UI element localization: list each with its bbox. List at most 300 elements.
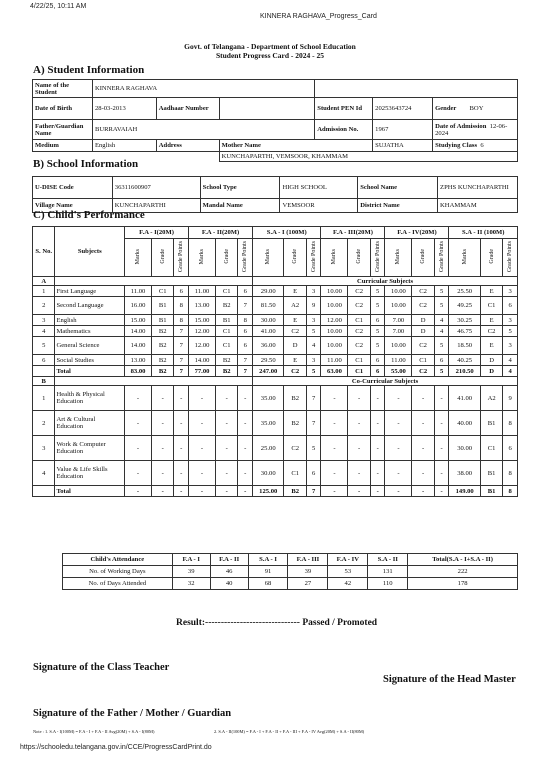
attendance-value: 110 [368,578,408,590]
subject-name: English [55,315,125,326]
total-label: Total [55,366,125,377]
score-cell: 7 [174,326,189,337]
admission-label: Admission No. [315,120,373,140]
score-cell: 12.00 [321,315,348,326]
student-info-heading: A) Student Information [33,64,145,76]
column-subheader [284,239,306,277]
score-cell: - [412,436,434,461]
score-cell: 7.00 [385,315,412,326]
subject-number: 6 [33,355,55,366]
score-cell: 15.00 [189,315,216,326]
assessment-group-header: S.A - I (100M) [253,227,321,239]
column-subheader [348,239,370,277]
score-cell: B2 [284,386,306,411]
subject-name: First Language [55,286,125,297]
address-label: Address [156,140,219,152]
attendance-row-label: No. of Working Days [63,566,173,578]
score-cell: 125.00 [253,486,284,497]
score-cell: - [321,461,348,486]
score-cell: - [125,486,152,497]
result-row [176,618,377,628]
column-subheader [253,239,284,277]
score-cell: 29.50 [253,355,284,366]
attendance-value: 32 [172,578,210,590]
score-cell: B1 [151,297,173,315]
column-subheader-label: Grade Points [374,240,381,273]
score-cell: E [284,355,306,366]
result-dashes: ------------------------------ [205,618,300,628]
score-cell: D [480,355,502,366]
dob-value: 28-03-2013 [92,98,156,120]
column-subheader-label: Grade Points [438,240,445,273]
score-cell: - [434,461,449,486]
gender-label: Gender [435,105,457,112]
score-cell: C2 [480,326,502,337]
school-name-value: ZPHS KUNCHAPARTHI [438,177,518,199]
score-cell: 6 [174,286,189,297]
footnote-left: Note : 1. S.A - I(100M) = F.A - I + F.A - II Avg(20M) + S.A - I(80M) [33,729,155,734]
column-subheader [215,239,237,277]
score-cell: 3 [306,286,321,297]
score-cell: 40.25 [449,355,480,366]
column-subheader-label: Marks [135,248,142,265]
score-cell: 4 [503,355,518,366]
document-subtitle: Student Progress Card - 2024 - 25 [215,51,325,60]
score-cell: - [434,386,449,411]
score-cell: C2 [348,337,370,355]
score-cell: - [370,386,385,411]
score-cell: C2 [284,436,306,461]
score-cell: 5 [306,436,321,461]
score-cell: B1 [215,315,237,326]
score-cell: 6 [306,461,321,486]
student-name: KINNERA RAGHAVA [92,80,314,98]
pen-value: 20253643724 [373,98,433,120]
column-subheader [151,239,173,277]
subject-row [33,315,518,326]
score-cell: 38.00 [449,461,480,486]
score-cell: B1 [480,411,502,436]
section-row [33,377,518,386]
score-cell: - [434,486,449,497]
score-cell: D [412,326,434,337]
column-subheader [174,239,189,277]
score-cell: - [215,461,237,486]
score-cell: C1 [348,366,370,377]
village-label: Village Name [33,199,113,213]
score-cell: 5 [306,366,321,377]
attendance-table [62,553,518,590]
attendance-row-label: No. of Days Attended [63,578,173,590]
score-cell: 4 [434,326,449,337]
score-cell: B2 [215,297,237,315]
assessment-group-header: S.A - II (100M) [449,227,518,239]
score-cell: E [480,337,502,355]
school-info-heading: B) School Information [33,158,139,170]
attendance-value: 68 [248,578,288,590]
column-subheader-label: Marks [395,248,402,265]
subject-row [33,436,518,461]
column-subheader [385,239,412,277]
performance-table [32,226,518,497]
score-cell: 5 [434,366,449,377]
column-subheader-label: Grade [420,249,427,264]
score-cell: 49.25 [449,297,480,315]
score-cell: 14.00 [189,355,216,366]
score-cell: - [215,436,237,461]
score-cell: C1 [412,355,434,366]
score-cell: C2 [348,326,370,337]
score-cell: - [412,411,434,436]
attendance-column-header: F.A - I [172,554,210,566]
score-cell: - [215,411,237,436]
score-cell: B2 [284,411,306,436]
score-cell: 11.00 [125,286,152,297]
subject-row [33,286,518,297]
name-label: Name of the Student [33,80,93,98]
medium-label: Medium [33,140,93,152]
signature-parent: Signature of the Father / Mother / Guardian [33,708,232,719]
subject-row [33,411,518,436]
udise-value: 36311600907 [112,177,200,199]
score-cell: B2 [151,366,173,377]
subject-row [33,461,518,486]
aadhaar-label: Aadhaar Number [156,98,219,120]
score-cell: C2 [412,286,434,297]
score-cell: - [385,461,412,486]
attendance-value: 46 [210,566,248,578]
school-type-label: School Type [200,177,280,199]
score-cell: 11.00 [321,355,348,366]
score-cell: 63.00 [321,366,348,377]
score-cell: 5 [434,337,449,355]
table-cell [33,366,55,377]
subject-number: 2 [33,411,55,436]
score-cell: 5 [370,326,385,337]
score-cell: - [189,486,216,497]
attendance-column-header: F.A - III [288,554,328,566]
village-value: KUNCHAPARTHI [112,199,200,213]
attendance-column-header: S.A - II [368,554,408,566]
score-cell: 6 [503,297,518,315]
performance-group-header [33,227,518,239]
score-cell: C1 [348,315,370,326]
score-cell: 12.00 [189,326,216,337]
subject-name: Value & Life Skills Education [55,461,125,486]
class-label: Studying Class [435,142,478,149]
score-cell: C2 [412,366,434,377]
score-cell: 5 [306,326,321,337]
doa-label: Date of Admission [435,122,487,130]
score-cell: E [284,286,306,297]
class-value: 6 [480,142,484,149]
score-cell: - [385,411,412,436]
score-cell: 11.00 [189,286,216,297]
score-cell: 14.00 [125,326,152,337]
score-cell: - [385,436,412,461]
total-row [33,486,518,497]
score-cell: 25.50 [449,286,480,297]
score-cell: 12.00 [189,337,216,355]
score-cell: 8 [174,297,189,315]
score-cell: 11.00 [385,355,412,366]
score-cell: 8 [503,411,518,436]
attendance-value: 131 [368,566,408,578]
score-cell: B1 [151,315,173,326]
document-title: Govt. of Telangana - Department of School Education [184,42,356,51]
score-cell: - [434,411,449,436]
attendance-value: 53 [328,566,368,578]
attendance-value: 27 [288,578,328,590]
signature-class-teacher: Signature of the Class Teacher [33,662,170,673]
score-cell: - [125,386,152,411]
column-subheader [370,239,385,277]
score-cell: E [480,315,502,326]
score-cell: - [348,461,370,486]
score-cell: 30.00 [253,461,284,486]
score-cell: 14.00 [125,337,152,355]
attendance-value: 39 [172,566,210,578]
score-cell: B2 [215,366,237,377]
print-page-title: KINNERA RAGHAVA_Progress_Card [260,13,377,20]
column-subheader [125,239,152,277]
score-cell: 4 [306,337,321,355]
score-cell: - [238,436,253,461]
subject-number: 1 [33,386,55,411]
score-cell: C2 [348,297,370,315]
score-cell: - [385,386,412,411]
score-cell: 10.00 [321,337,348,355]
score-cell: - [412,386,434,411]
score-cell: - [370,411,385,436]
pen-label: Student PEN Id [315,98,373,120]
column-subheader [480,239,502,277]
score-cell: 6 [503,436,518,461]
subject-row [33,355,518,366]
attendance-value: 178 [408,578,518,590]
school-name-label: School Name [358,177,438,199]
score-cell: - [174,411,189,436]
mother-label: Mother Name [221,142,261,149]
score-cell: 4 [434,315,449,326]
score-cell: C1 [215,286,237,297]
subject-name: Social Studies [55,355,125,366]
subject-row [33,326,518,337]
score-cell: 83.00 [125,366,152,377]
score-cell: 8 [174,315,189,326]
score-cell: - [215,386,237,411]
score-cell: - [215,486,237,497]
score-cell: - [348,436,370,461]
score-cell: 10.00 [321,286,348,297]
attendance-value: 42 [328,578,368,590]
score-cell: 7.00 [385,326,412,337]
assessment-group-header: F.A - I(20M) [125,227,189,239]
attendance-column-header: Total(S.A - I+S.A - II) [408,554,518,566]
score-cell: C1 [151,286,173,297]
score-cell: 35.00 [253,411,284,436]
score-cell: B2 [151,337,173,355]
attendance-value: 40 [210,578,248,590]
score-cell: 13.00 [189,297,216,315]
score-cell: - [151,436,173,461]
score-cell: - [412,461,434,486]
score-cell: E [284,315,306,326]
score-cell: 4 [503,366,518,377]
score-cell: 7 [174,337,189,355]
score-cell: - [151,386,173,411]
column-subheader [449,239,480,277]
score-cell: 3 [503,315,518,326]
score-cell: 30.00 [253,315,284,326]
score-cell: - [151,486,173,497]
score-cell: B2 [284,486,306,497]
score-cell: 7 [174,355,189,366]
score-cell: 77.00 [189,366,216,377]
mother-value: SUJATHA [373,140,433,152]
subject-number: 2 [33,297,55,315]
column-subheader-label: Marks [199,248,205,265]
score-cell: C2 [284,366,306,377]
score-cell: - [434,436,449,461]
subject-name: Mathematics [55,326,125,337]
score-cell: 9 [306,297,321,315]
subject-name: Art & Cultural Education [55,411,125,436]
assessment-group-header: F.A - III(20M) [321,227,385,239]
total-row [33,366,518,377]
signature-head-master: Signature of the Head Master [383,674,516,685]
print-url: https://schooledu.telangana.gov.in/CCE/ProgressCardPrint.do [20,744,212,751]
score-cell: 29.00 [253,286,284,297]
score-cell: 6 [238,337,253,355]
score-cell: 7 [306,486,321,497]
score-cell: B2 [151,355,173,366]
score-cell: A2 [284,297,306,315]
score-cell: - [189,436,216,461]
score-cell: C1 [348,355,370,366]
admission-value: 1967 [373,120,433,140]
score-cell: - [238,411,253,436]
score-cell: 10.00 [385,337,412,355]
score-cell: - [174,436,189,461]
score-cell: 5 [370,286,385,297]
score-cell: - [238,486,253,497]
column-subheader-label: Grade [223,249,230,264]
doa-value: 12-06-2024 [435,122,508,137]
subject-name: Health & Physical Education [55,386,125,411]
score-cell: 6 [238,286,253,297]
score-cell: C1 [480,436,502,461]
attendance-header-row [63,554,518,566]
column-subheader-label: Grade Points [507,240,514,273]
score-cell: 6 [434,355,449,366]
result-value: Passed / Promoted [302,618,378,628]
section-row [33,277,518,286]
attendance-column-header: F.A - II [210,554,248,566]
column-subheader-label: Grade [159,249,166,264]
total-label: Total [55,486,125,497]
table-cell [55,277,253,286]
score-cell: D [480,366,502,377]
mandal-value: VEMSOOR [280,199,358,213]
score-cell: 5 [370,297,385,315]
column-subheader-label: Grade Points [310,240,317,273]
score-cell: 149.00 [449,486,480,497]
school-type-value: HIGH SCHOOL [280,177,358,199]
table-cell [33,486,55,497]
attendance-row [63,578,518,590]
dob-label: Date of Birth [33,98,93,120]
score-cell: - [174,386,189,411]
column-subheader-label: Marks [265,248,272,265]
score-cell: 5 [434,297,449,315]
subject-row [33,297,518,315]
score-cell: - [125,461,152,486]
section-letter: B [33,377,55,386]
score-cell: - [321,386,348,411]
score-cell: 10.00 [385,286,412,297]
assessment-group-header: F.A - II(20M) [189,227,253,239]
subject-number: 4 [33,326,55,337]
attendance-column-header: F.A - IV [328,554,368,566]
score-cell: 7 [238,366,253,377]
score-cell: - [321,486,348,497]
result-label: Result: [176,618,206,628]
subject-name: Work & Computer Education [55,436,125,461]
guardian-value: BURRAVAIAH [92,120,314,140]
column-subheader [306,239,321,277]
attendance-value: 222 [408,566,518,578]
column-subheader-label: Grade Points [178,240,185,273]
score-cell: - [348,486,370,497]
score-cell: 36.00 [253,337,284,355]
district-label: District Name [358,199,438,213]
score-cell: B2 [151,326,173,337]
score-cell: 35.00 [253,386,284,411]
score-cell: D [284,337,306,355]
score-cell: 10.00 [321,326,348,337]
column-subheader-label: Grade Points [242,240,249,273]
score-cell: C2 [412,337,434,355]
score-cell: - [370,461,385,486]
subject-number: 1 [33,286,55,297]
score-cell: 8 [503,461,518,486]
score-cell: - [174,461,189,486]
attendance-value: 91 [248,566,288,578]
score-cell: 6 [238,326,253,337]
score-cell: 3 [306,315,321,326]
score-cell: 7 [238,297,253,315]
score-cell: 210.50 [449,366,480,377]
score-cell: D [412,315,434,326]
score-cell: 10.00 [385,297,412,315]
score-cell: - [125,436,152,461]
attendance-title: Child's Attendance [63,554,173,566]
column-subheader-label: Grade [292,249,299,264]
column-subheader [321,239,348,277]
subject-number: 3 [33,436,55,461]
subject-number: 5 [33,337,55,355]
score-cell: E [480,286,502,297]
aadhaar-value [219,98,315,120]
score-cell: - [238,461,253,486]
score-cell: 16.00 [125,297,152,315]
subject-number: 4 [33,461,55,486]
score-cell: - [238,386,253,411]
score-cell: 3 [306,355,321,366]
medium-value: English [92,140,156,152]
score-cell: 30.00 [449,436,480,461]
